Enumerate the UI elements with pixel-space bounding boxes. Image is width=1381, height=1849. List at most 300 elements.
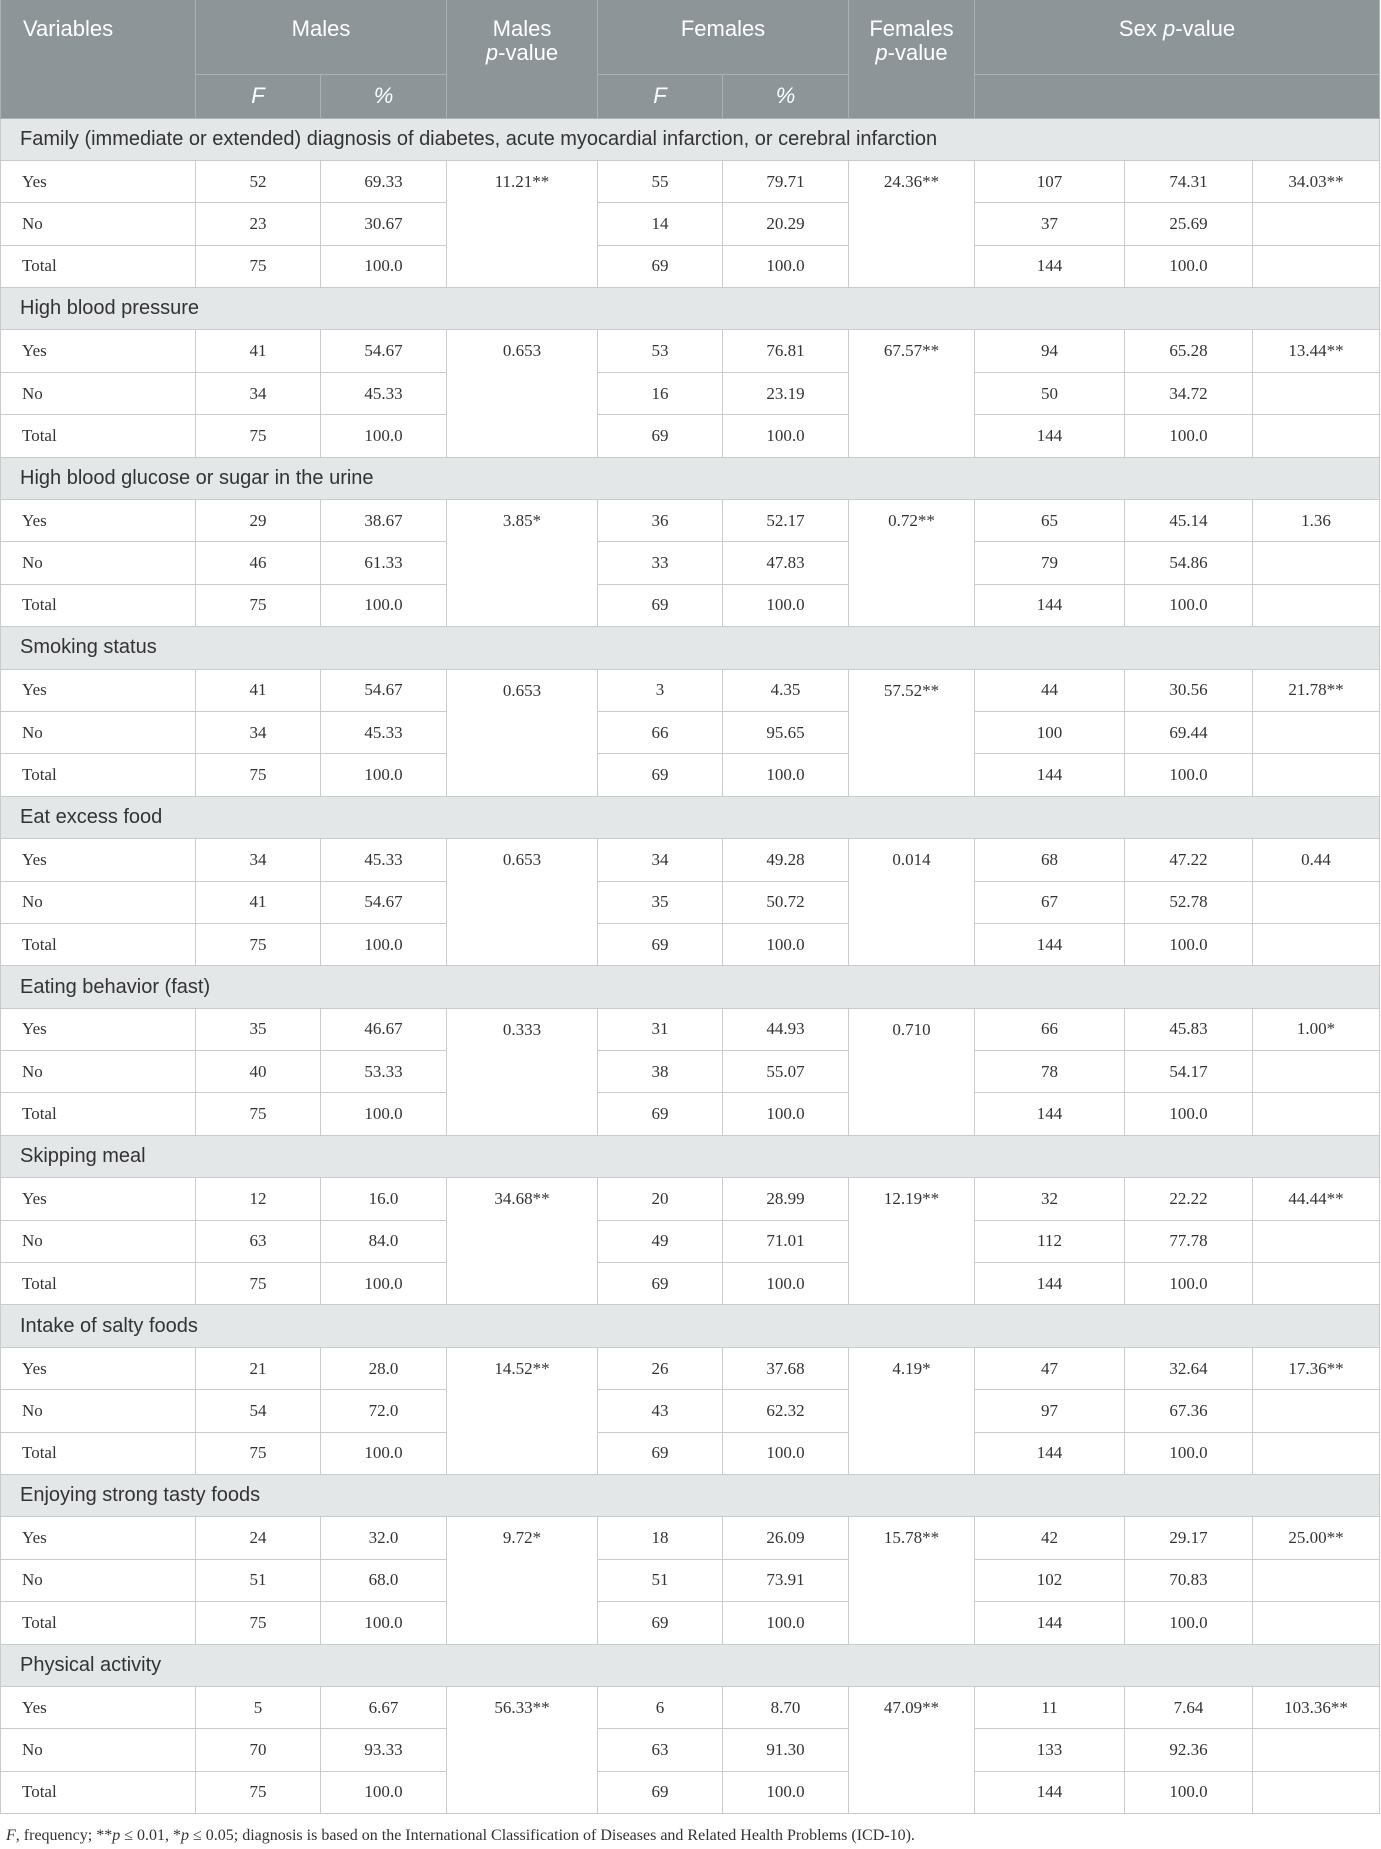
header-males-p-italic: p [485,40,499,65]
section-row [1,118,1380,160]
section-title: Physical activity [1,1644,1380,1686]
males-frequency: 75 [196,1771,321,1813]
table-row [1,839,1380,881]
row-label: Total [1,1263,196,1305]
header-sex-p-suffix: -value [1175,16,1236,41]
table-row [1,1390,1380,1432]
sex-percent: 100.0 [1125,1093,1253,1135]
males-frequency: 21 [196,1347,321,1389]
males-frequency: 41 [196,881,321,923]
sex-p-value-empty [1253,881,1380,923]
footnote-text: , frequency; ** [15,1827,113,1844]
table-footnote [6,1826,915,1846]
females-frequency: 69 [598,415,723,457]
table-row [1,1008,1380,1050]
females-p-value: 4.19* [849,1347,975,1474]
females-percent: 100.0 [723,1263,849,1305]
females-p-value: 47.09** [849,1686,975,1813]
females-percent: 100.0 [723,415,849,457]
females-p-value: 0.014 [849,839,975,966]
sex-percent: 92.36 [1125,1729,1253,1771]
sex-percent: 52.78 [1125,881,1253,923]
males-percent: 84.0 [321,1220,447,1262]
males-percent: 93.33 [321,1729,447,1771]
sex-p-value: 13.44** [1253,330,1380,372]
sex-frequency: 100 [975,711,1125,753]
males-percent: 45.33 [321,372,447,414]
row-label: No [1,1559,196,1601]
header-males-percent: % [321,74,447,118]
females-frequency: 69 [598,1263,723,1305]
row-label: Yes [1,1517,196,1559]
males-frequency: 75 [196,415,321,457]
row-label: No [1,542,196,584]
sex-p-value-empty [1253,711,1380,753]
sex-percent: 30.56 [1125,669,1253,711]
sex-frequency: 144 [975,923,1125,965]
females-percent: 8.70 [723,1686,849,1728]
header-females-p-italic: p [875,40,888,65]
males-frequency: 51 [196,1559,321,1601]
row-label: Yes [1,330,196,372]
sex-frequency: 44 [975,669,1125,711]
females-frequency: 51 [598,1559,723,1601]
sex-p-value-empty [1253,1093,1380,1135]
sex-frequency: 66 [975,1008,1125,1050]
section-title: High blood glucose or sugar in the urine [1,457,1380,499]
sex-percent: 47.22 [1125,839,1253,881]
sex-percent: 100.0 [1125,754,1253,796]
row-label: No [1,881,196,923]
row-label: No [1,1729,196,1771]
section-row [1,1305,1380,1347]
section-title: Skipping meal [1,1135,1380,1177]
sex-frequency: 133 [975,1729,1125,1771]
table-row [1,203,1380,245]
males-percent: 30.67 [321,203,447,245]
section-row [1,627,1380,669]
table-row [1,1263,1380,1305]
sex-percent: 54.86 [1125,542,1253,584]
females-percent: 95.65 [723,711,849,753]
females-p-value: 15.78** [849,1517,975,1644]
sex-p-value: 1.36 [1253,500,1380,542]
sex-percent: 25.69 [1125,203,1253,245]
header-females-percent: % [723,74,849,118]
sex-percent: 67.36 [1125,1390,1253,1432]
females-percent: 71.01 [723,1220,849,1262]
sex-frequency: 107 [975,160,1125,202]
males-percent: 54.67 [321,881,447,923]
sex-frequency: 144 [975,1602,1125,1644]
row-label: Total [1,754,196,796]
section-title: High blood pressure [1,288,1380,330]
males-p-value: 0.333 [447,1008,598,1135]
males-percent: 45.33 [321,839,447,881]
males-frequency: 46 [196,542,321,584]
section-row [1,796,1380,838]
females-frequency: 69 [598,923,723,965]
sex-frequency: 50 [975,372,1125,414]
table-row [1,330,1380,372]
table-row [1,1347,1380,1389]
section-row [1,288,1380,330]
sex-p-value-empty [1253,415,1380,457]
sex-percent: 65.28 [1125,330,1253,372]
header-row-top [1,0,1380,74]
females-frequency: 26 [598,1347,723,1389]
males-frequency: 63 [196,1220,321,1262]
table-row [1,1602,1380,1644]
row-label: Yes [1,1347,196,1389]
sex-percent: 100.0 [1125,584,1253,626]
females-percent: 44.93 [723,1008,849,1050]
females-percent: 20.29 [723,203,849,245]
females-percent: 23.19 [723,372,849,414]
sex-frequency: 144 [975,1263,1125,1305]
sex-percent: 100.0 [1125,245,1253,287]
males-frequency: 12 [196,1178,321,1220]
males-frequency: 75 [196,1263,321,1305]
table-row [1,1093,1380,1135]
females-frequency: 31 [598,1008,723,1050]
males-percent: 54.67 [321,669,447,711]
table-row [1,542,1380,584]
sex-percent: 70.83 [1125,1559,1253,1601]
section-row [1,1475,1380,1517]
males-p-value: 0.653 [447,669,598,796]
footnote-italic-text: p [112,1827,121,1844]
section-title: Eating behavior (fast) [1,966,1380,1008]
males-percent: 6.67 [321,1686,447,1728]
females-percent: 73.91 [723,1559,849,1601]
sex-p-value-empty [1253,1771,1380,1813]
table-row [1,1178,1380,1220]
males-percent: 46.67 [321,1008,447,1050]
males-percent: 100.0 [321,584,447,626]
header-males-frequency: F [196,74,321,118]
table-row [1,1517,1380,1559]
row-label: Yes [1,1178,196,1220]
males-frequency: 75 [196,1432,321,1474]
sex-percent: 100.0 [1125,1602,1253,1644]
males-percent: 100.0 [321,1093,447,1135]
males-p-value: 3.85* [447,500,598,627]
sex-frequency: 78 [975,1051,1125,1093]
sex-percent: 22.22 [1125,1178,1253,1220]
sex-frequency: 144 [975,415,1125,457]
females-frequency: 43 [598,1390,723,1432]
females-percent: 91.30 [723,1729,849,1771]
females-percent: 26.09 [723,1517,849,1559]
header-males-p-prefix: Males [492,16,552,41]
males-frequency: 75 [196,584,321,626]
sex-frequency: 79 [975,542,1125,584]
females-p-value: 24.36** [849,160,975,287]
females-percent: 100.0 [723,1602,849,1644]
females-frequency: 14 [598,203,723,245]
table-row [1,245,1380,287]
header-females-p-value [849,0,975,118]
females-frequency: 36 [598,500,723,542]
header-sex-p-value [975,0,1380,74]
females-frequency: 33 [598,542,723,584]
females-frequency: 6 [598,1686,723,1728]
row-label: Yes [1,160,196,202]
females-p-value: 12.19** [849,1178,975,1305]
sex-frequency: 144 [975,1093,1125,1135]
males-p-value: 34.68** [447,1178,598,1305]
males-frequency: 52 [196,160,321,202]
females-frequency: 16 [598,372,723,414]
females-frequency: 69 [598,1602,723,1644]
footnote-italic-text: p [180,1827,189,1844]
section-row [1,1135,1380,1177]
males-percent: 16.0 [321,1178,447,1220]
females-percent: 55.07 [723,1051,849,1093]
males-percent: 100.0 [321,1432,447,1474]
sex-frequency: 144 [975,584,1125,626]
sex-p-value: 44.44** [1253,1178,1380,1220]
females-percent: 100.0 [723,1771,849,1813]
sex-frequency: 97 [975,1390,1125,1432]
females-frequency: 69 [598,1093,723,1135]
table-row [1,160,1380,202]
males-frequency: 40 [196,1051,321,1093]
females-frequency: 63 [598,1729,723,1771]
females-frequency: 69 [598,584,723,626]
females-percent: 49.28 [723,839,849,881]
sex-p-value-empty [1253,203,1380,245]
males-percent: 69.33 [321,160,447,202]
males-frequency: 34 [196,372,321,414]
males-p-value: 0.653 [447,330,598,457]
males-frequency: 75 [196,1602,321,1644]
females-percent: 37.68 [723,1347,849,1389]
header-males: Males [196,0,447,74]
males-percent: 45.33 [321,711,447,753]
header-variables: Variables [1,0,196,118]
males-percent: 100.0 [321,415,447,457]
sex-frequency: 102 [975,1559,1125,1601]
males-frequency: 70 [196,1729,321,1771]
header-sex-p-prefix: Sex [1118,16,1163,41]
sex-percent: 7.64 [1125,1686,1253,1728]
males-percent: 100.0 [321,923,447,965]
section-title: Eat excess food [1,796,1380,838]
females-percent: 100.0 [723,1093,849,1135]
row-label: Yes [1,1686,196,1728]
sex-p-value: 17.36** [1253,1347,1380,1389]
footnote-italic-text: F [6,1827,16,1844]
header-females-p-suffix: -value [887,40,948,65]
males-percent: 100.0 [321,1771,447,1813]
females-frequency: 69 [598,1432,723,1474]
females-percent: 47.83 [723,542,849,584]
sex-p-value-empty [1253,1559,1380,1601]
header-males-p-suffix: -value [498,40,559,65]
row-label: Yes [1,500,196,542]
table-row [1,923,1380,965]
section-row [1,966,1380,1008]
sex-frequency: 112 [975,1220,1125,1262]
females-frequency: 69 [598,245,723,287]
females-percent: 79.71 [723,160,849,202]
sex-percent: 45.14 [1125,500,1253,542]
row-label: No [1,1390,196,1432]
males-frequency: 5 [196,1686,321,1728]
table-row [1,584,1380,626]
females-percent: 100.0 [723,923,849,965]
header-sex-subheader-empty [975,74,1380,118]
males-percent: 28.0 [321,1347,447,1389]
sex-p-value-empty [1253,1220,1380,1262]
sex-p-value-empty [1253,923,1380,965]
sex-frequency: 37 [975,203,1125,245]
males-frequency: 75 [196,754,321,796]
males-p-value: 9.72* [447,1517,598,1644]
males-percent: 38.67 [321,500,447,542]
table-row [1,669,1380,711]
sex-percent: 54.17 [1125,1051,1253,1093]
row-label: No [1,1220,196,1262]
males-frequency: 35 [196,1008,321,1050]
females-p-value: 0.72** [849,500,975,627]
header-females-frequency: F [598,74,723,118]
females-percent: 52.17 [723,500,849,542]
sex-p-value-empty [1253,1432,1380,1474]
females-frequency: 20 [598,1178,723,1220]
males-percent: 54.67 [321,330,447,372]
sex-frequency: 144 [975,754,1125,796]
females-frequency: 35 [598,881,723,923]
sex-percent: 100.0 [1125,923,1253,965]
males-p-value: 0.653 [447,839,598,966]
sex-percent: 100.0 [1125,1432,1253,1474]
sex-frequency: 144 [975,1771,1125,1813]
females-frequency: 66 [598,711,723,753]
males-frequency: 34 [196,711,321,753]
sex-percent: 100.0 [1125,1771,1253,1813]
sex-p-value-empty [1253,1602,1380,1644]
header-females: Females [598,0,849,74]
sex-percent: 45.83 [1125,1008,1253,1050]
sex-percent: 34.72 [1125,372,1253,414]
section-title: Enjoying strong tasty foods [1,1475,1380,1517]
sex-frequency: 42 [975,1517,1125,1559]
table-row [1,372,1380,414]
table-header [1,0,1380,118]
sex-frequency: 67 [975,881,1125,923]
header-females-p-prefix: Females [869,16,954,41]
row-label: Total [1,923,196,965]
males-p-value: 56.33** [447,1686,598,1813]
females-percent: 100.0 [723,754,849,796]
females-percent: 62.32 [723,1390,849,1432]
females-percent: 100.0 [723,245,849,287]
sex-frequency: 94 [975,330,1125,372]
females-p-value: 57.52** [849,669,975,796]
males-frequency: 34 [196,839,321,881]
sex-p-value: 25.00** [1253,1517,1380,1559]
males-p-value: 14.52** [447,1347,598,1474]
table-row [1,881,1380,923]
row-label: Total [1,1093,196,1135]
sex-p-value-empty [1253,542,1380,584]
row-label: Yes [1,1008,196,1050]
males-percent: 32.0 [321,1517,447,1559]
sex-percent: 100.0 [1125,1263,1253,1305]
females-frequency: 69 [598,754,723,796]
females-frequency: 38 [598,1051,723,1093]
row-label: Total [1,245,196,287]
row-label: No [1,203,196,245]
females-p-value: 67.57** [849,330,975,457]
females-frequency: 3 [598,669,723,711]
sex-p-value-empty [1253,754,1380,796]
row-label: No [1,711,196,753]
males-frequency: 54 [196,1390,321,1432]
males-frequency: 29 [196,500,321,542]
section-title: Family (immediate or extended) diagnosis of diabetes, acute myocardial infarction, or cerebral infarction [1,118,1380,160]
sex-p-value: 1.00* [1253,1008,1380,1050]
table-row [1,1771,1380,1813]
sex-percent: 69.44 [1125,711,1253,753]
table-row [1,415,1380,457]
sex-percent: 74.31 [1125,160,1253,202]
females-percent: 50.72 [723,881,849,923]
females-percent: 100.0 [723,1432,849,1474]
row-label: Total [1,1602,196,1644]
sex-p-value-empty [1253,372,1380,414]
table-row [1,1051,1380,1093]
row-label: Total [1,584,196,626]
females-percent: 28.99 [723,1178,849,1220]
males-percent: 72.0 [321,1390,447,1432]
sex-frequency: 11 [975,1686,1125,1728]
table-row [1,711,1380,753]
sex-p-value-empty [1253,584,1380,626]
sex-p-value: 34.03** [1253,160,1380,202]
males-percent: 100.0 [321,754,447,796]
males-p-value: 11.21** [447,160,598,287]
males-frequency: 24 [196,1517,321,1559]
row-label: No [1,372,196,414]
sex-percent: 77.78 [1125,1220,1253,1262]
sex-p-value-empty [1253,1390,1380,1432]
females-percent: 4.35 [723,669,849,711]
table-row [1,1559,1380,1601]
section-title: Smoking status [1,627,1380,669]
table-row [1,1220,1380,1262]
header-row-sub [1,74,1380,118]
table-row [1,500,1380,542]
sex-frequency: 144 [975,1432,1125,1474]
table-row [1,1686,1380,1728]
females-frequency: 53 [598,330,723,372]
males-percent: 53.33 [321,1051,447,1093]
males-frequency: 41 [196,669,321,711]
females-p-value: 0.710 [849,1008,975,1135]
males-percent: 68.0 [321,1559,447,1601]
females-percent: 76.81 [723,330,849,372]
females-percent: 100.0 [723,584,849,626]
males-percent: 100.0 [321,1263,447,1305]
males-frequency: 41 [196,330,321,372]
row-label: Yes [1,839,196,881]
sex-frequency: 32 [975,1178,1125,1220]
sex-p-value-empty [1253,1729,1380,1771]
